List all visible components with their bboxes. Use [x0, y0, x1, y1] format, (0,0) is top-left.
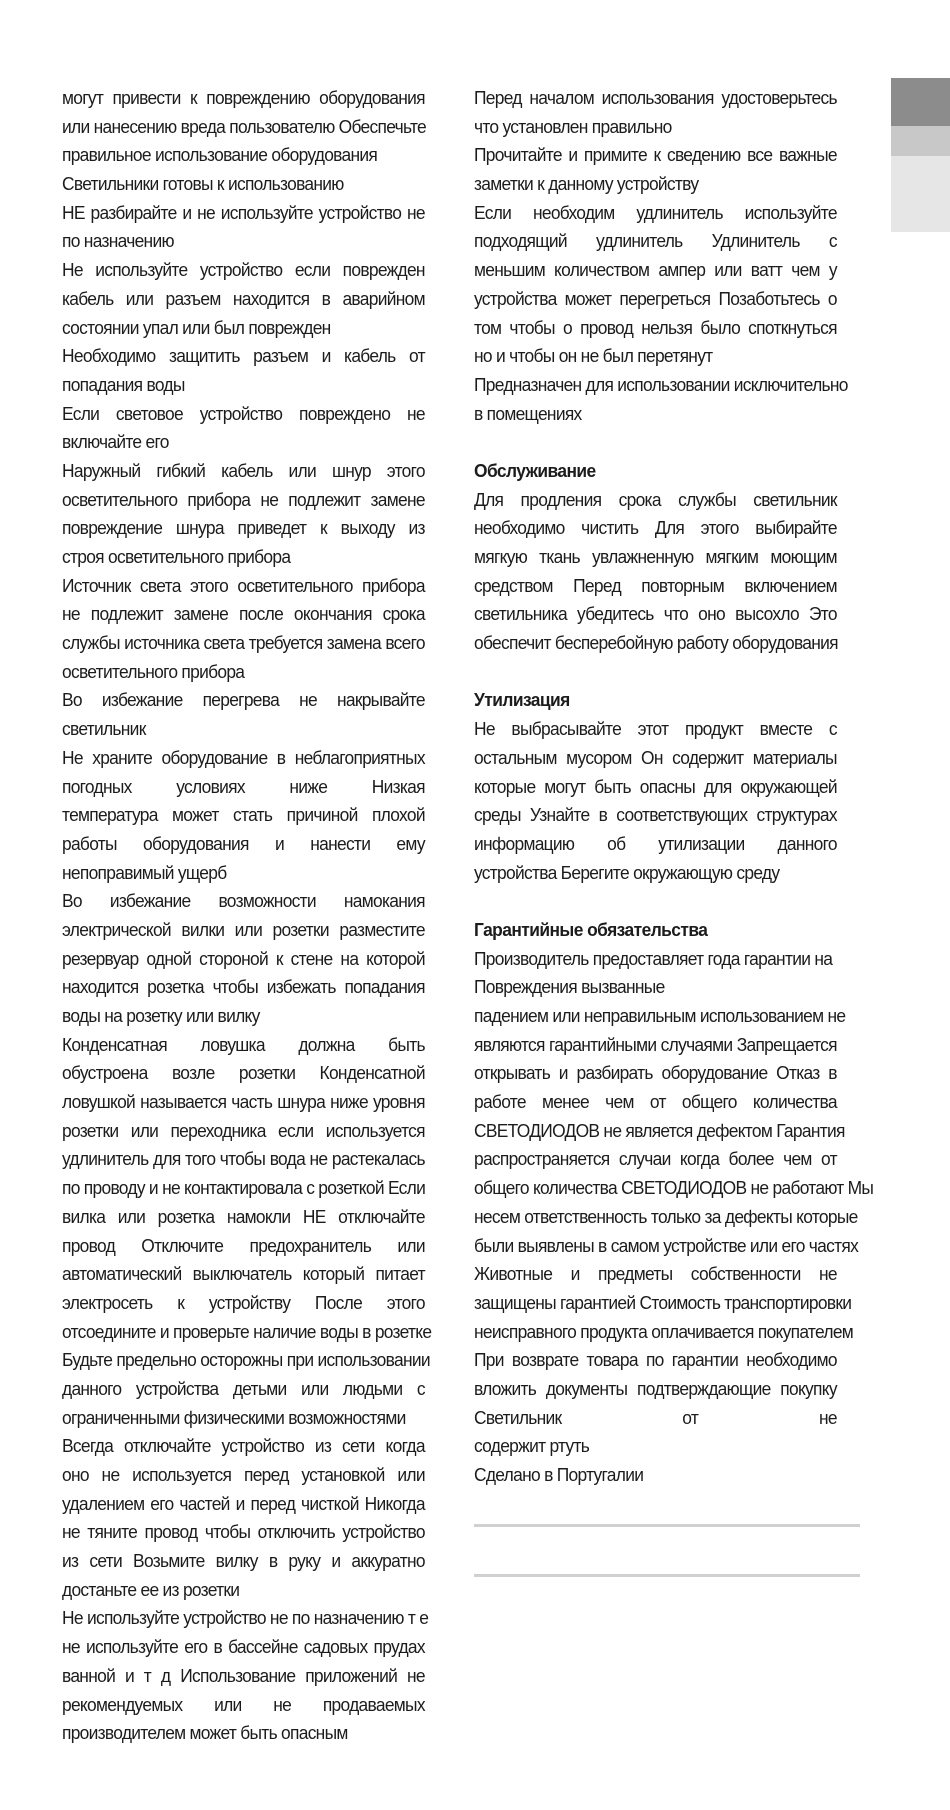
- text-line: вилка или розетка намокли НЕ отключайте: [62, 1205, 425, 1227]
- text-line: падением или неправильным использованием не: [474, 1005, 846, 1026]
- side-tab-light: [891, 156, 950, 232]
- text-line: ванной и т д Использование приложений не: [62, 1664, 425, 1686]
- text-line: Сделано в Португалии: [474, 1464, 644, 1485]
- text-line: строя осветительного прибора: [62, 546, 291, 567]
- text-line: были выявлены в самом устройстве или его частях: [474, 1234, 859, 1256]
- text-line: погодных условиях ниже Низкая: [62, 775, 425, 797]
- text-line: не тяните провод чтобы отключить устройство: [62, 1521, 425, 1543]
- text-line: Во избежание возможности намокания: [62, 890, 425, 912]
- text-line: не подлежит замене после окончания срока: [62, 603, 425, 625]
- text-line: провод Отключите предохранитель или: [62, 1234, 425, 1256]
- text-line: могут привести к повреждению оборудования: [62, 87, 425, 108]
- text-line: достаньте ее из розетки: [62, 1578, 240, 1600]
- text-line: содержит ртуть: [474, 1435, 590, 1457]
- text-line: распространяется случаи когда более чем от: [474, 1148, 837, 1170]
- text-line: Во избежание перегрева не накрывайте: [62, 689, 425, 711]
- text-line: устройства Берегите окружающую среду: [474, 861, 780, 883]
- text-line: данного устройства детьми или людьми с: [62, 1377, 425, 1399]
- divider-rule: [474, 1524, 860, 1527]
- text-line: Прочитайте и примите к сведению все важные: [474, 144, 837, 166]
- text-line: При возврате товара по гарантии необходимо: [474, 1349, 837, 1371]
- section-gap: [474, 658, 860, 687]
- text-line: электросеть к устройству После этого: [62, 1291, 425, 1313]
- text-line: по проводу и не контактировала с розеткой Если: [62, 1177, 426, 1199]
- text-line: общего количества СВЕТОДИОДОВ не работают Мы: [474, 1177, 874, 1199]
- text-line: осветительного прибора не подлежит замене: [62, 488, 425, 510]
- text-line: не используйте его в бассейне садовых прудах: [62, 1636, 425, 1658]
- text-line: НЕ разбирайте и не используйте устройство не: [62, 201, 425, 223]
- text-line: что установлен правильно: [474, 115, 672, 137]
- text-line: но и чтобы он не был перетянут: [474, 345, 713, 367]
- text-line: обеспечит бесперебойную работу оборудования: [474, 632, 838, 654]
- text-line: резервуар одной стороной к стене на которой: [62, 947, 425, 969]
- text-line: оно не используется перед установкой или: [62, 1464, 425, 1485]
- text-line: вложить документы подтверждающие покупку: [474, 1377, 837, 1399]
- text-line: заметки к данному устройству: [474, 173, 699, 195]
- text-line: Производитель предоставляет года гарантии на: [474, 947, 833, 969]
- text-line: попадания воды: [62, 373, 185, 395]
- text-line: Не используйте устройство если поврежден: [62, 259, 425, 281]
- text-line: несем ответственность только за дефекты которые: [474, 1205, 858, 1227]
- text-line: отсоедините и проверьте наличие воды в розетке: [62, 1320, 432, 1342]
- text-line: рекомендуемых или не продаваемых: [62, 1693, 425, 1715]
- text-line: удалением его частей и перед чисткой Никогда: [62, 1492, 425, 1514]
- maintenance-heading: Обслуживание: [474, 459, 596, 481]
- text-line: непоправимый ущерб: [62, 861, 227, 883]
- text-line: меньшим количеством ампер или ватт чем у: [474, 259, 837, 281]
- section-gap: [474, 887, 860, 916]
- text-line: Животные и предметы собственности не: [474, 1263, 837, 1285]
- text-line: воды на розетку или вилку: [62, 1005, 260, 1026]
- text-line: ловушкой называется часть шнура ниже уровня: [62, 1091, 425, 1113]
- text-line: Всегда отключайте устройство из сети когда: [62, 1435, 425, 1457]
- disposal-heading: Утилизация: [474, 689, 570, 711]
- text-line: Если световое устройство поврежденo не: [62, 402, 425, 424]
- text-line: являются гарантийными случаями Запрещается: [474, 1033, 837, 1055]
- text-line: неисправного продукта оплачивается покупателем: [474, 1320, 854, 1342]
- text-line: мягкую ткань увлажненную мягким моющим: [474, 546, 837, 567]
- divider-rule: [474, 1574, 860, 1577]
- text-line: Источник света этого осветительного прибора: [62, 574, 425, 596]
- text-line: подходящий удлинитель Удлинитель с: [474, 230, 837, 252]
- text-line: Повреждения вызванные: [474, 976, 665, 998]
- text-line: повреждение шнура приведет к выходу из: [62, 517, 425, 539]
- text-line: розетки или переходника если используется: [62, 1119, 425, 1141]
- maintenance-section: [474, 457, 860, 658]
- text-line: Не выбрасывайте этот продукт вместе с: [474, 718, 837, 740]
- text-line: которые могут быть опасны для окружающей: [474, 775, 837, 797]
- side-tab-mid: [891, 126, 950, 156]
- text-line: автоматический выключатель который питает: [62, 1263, 425, 1285]
- text-line: или нанесению вреда пользователю Обеспечьте: [62, 115, 427, 137]
- text-line: из сети Возьмите вилку в руку и аккуратно: [62, 1550, 425, 1572]
- disposal-section: [474, 686, 860, 887]
- text-line: включайте его: [62, 431, 169, 453]
- text-line: Не храните оборудование в неблагоприятных: [62, 746, 425, 768]
- text-line: том чтобы о провод нельзя было споткнуться: [474, 316, 837, 338]
- text-line: защищены гарантией Стоимость транспортировки: [474, 1291, 852, 1313]
- text-line: в помещениях: [474, 402, 582, 424]
- safety-notes-continued: [474, 84, 860, 428]
- text-line: Будьте предельно осторожны при использовании: [62, 1349, 430, 1371]
- text-line: удлинитель для того чтобы вода не растекалась: [62, 1148, 425, 1170]
- section-gap: [474, 428, 860, 457]
- left-column: [62, 84, 448, 1748]
- text-line: СВЕТОДИОДОВ не является дефектом Гарантия: [474, 1119, 845, 1141]
- warranty-heading: Гарантийные обязательства: [474, 918, 708, 940]
- text-line: Светильники готовы к использованию: [62, 173, 344, 195]
- text-line: состоянии упал или был поврежден: [62, 316, 331, 338]
- text-line: Если необходим удлинитель используйте: [474, 201, 837, 223]
- text-line: электрической вилки или розетки разместите: [62, 918, 425, 940]
- text-line: службы источника света требуется замена всего: [62, 632, 425, 654]
- right-column: [474, 84, 874, 1490]
- text-line: Предназначен для использовании исключительно: [474, 373, 848, 395]
- text-line: Перед началом использования удостоверьтесь: [474, 87, 837, 108]
- text-line: открывать и разбирать оборудование Отказ в: [474, 1062, 837, 1084]
- text-line: производителем может быть опасным: [62, 1722, 348, 1744]
- warranty-section: [474, 916, 874, 1490]
- text-line: Не используйте устройство не по назначению т е: [62, 1607, 429, 1629]
- text-line: светильник: [62, 718, 146, 740]
- text-line: работе менее чем от общего количества: [474, 1091, 837, 1113]
- text-line: устройства может перегреться Позаботьтесь о: [474, 287, 837, 309]
- text-line: Конденсатная ловушка должна быть: [62, 1033, 425, 1055]
- text-line: Наружный гибкий кабель или шнур этого: [62, 459, 425, 481]
- text-line: температура может стать причиной плохой: [62, 804, 425, 826]
- text-line: работы оборудования и нанести ему: [62, 832, 425, 854]
- text-line: среды Узнайте в соответствующих структурах: [474, 804, 837, 826]
- text-line: средством Перед повторным включением: [474, 574, 837, 596]
- text-line: находится розетка чтобы избежать попадания: [62, 976, 425, 998]
- text-line: остальным мусором Он содержит материалы: [474, 746, 837, 768]
- text-line: необходимо чистить Для этого выбирайте: [474, 517, 837, 539]
- text-line: светильника убедитесь что оно высохло Это: [474, 603, 837, 625]
- text-line: по назначению: [62, 230, 174, 252]
- text-line: Для продления срока службы светильник: [474, 488, 837, 510]
- text-line: Необходимо защитить разъем и кабель от: [62, 345, 425, 367]
- text-line: ограниченными физическими возможностями: [62, 1406, 406, 1428]
- text-line: кабель или разъем находится в аварийном: [62, 287, 425, 309]
- text-line: правильное использование оборудования: [62, 144, 378, 166]
- text-line: информацию об утилизации данного: [474, 832, 837, 854]
- text-line: обустроена возле розетки Конденсатной: [62, 1062, 425, 1084]
- side-tab-dark: [891, 78, 950, 126]
- text-line: осветительного прибора: [62, 660, 245, 682]
- text-line: Светильник от не: [474, 1406, 837, 1428]
